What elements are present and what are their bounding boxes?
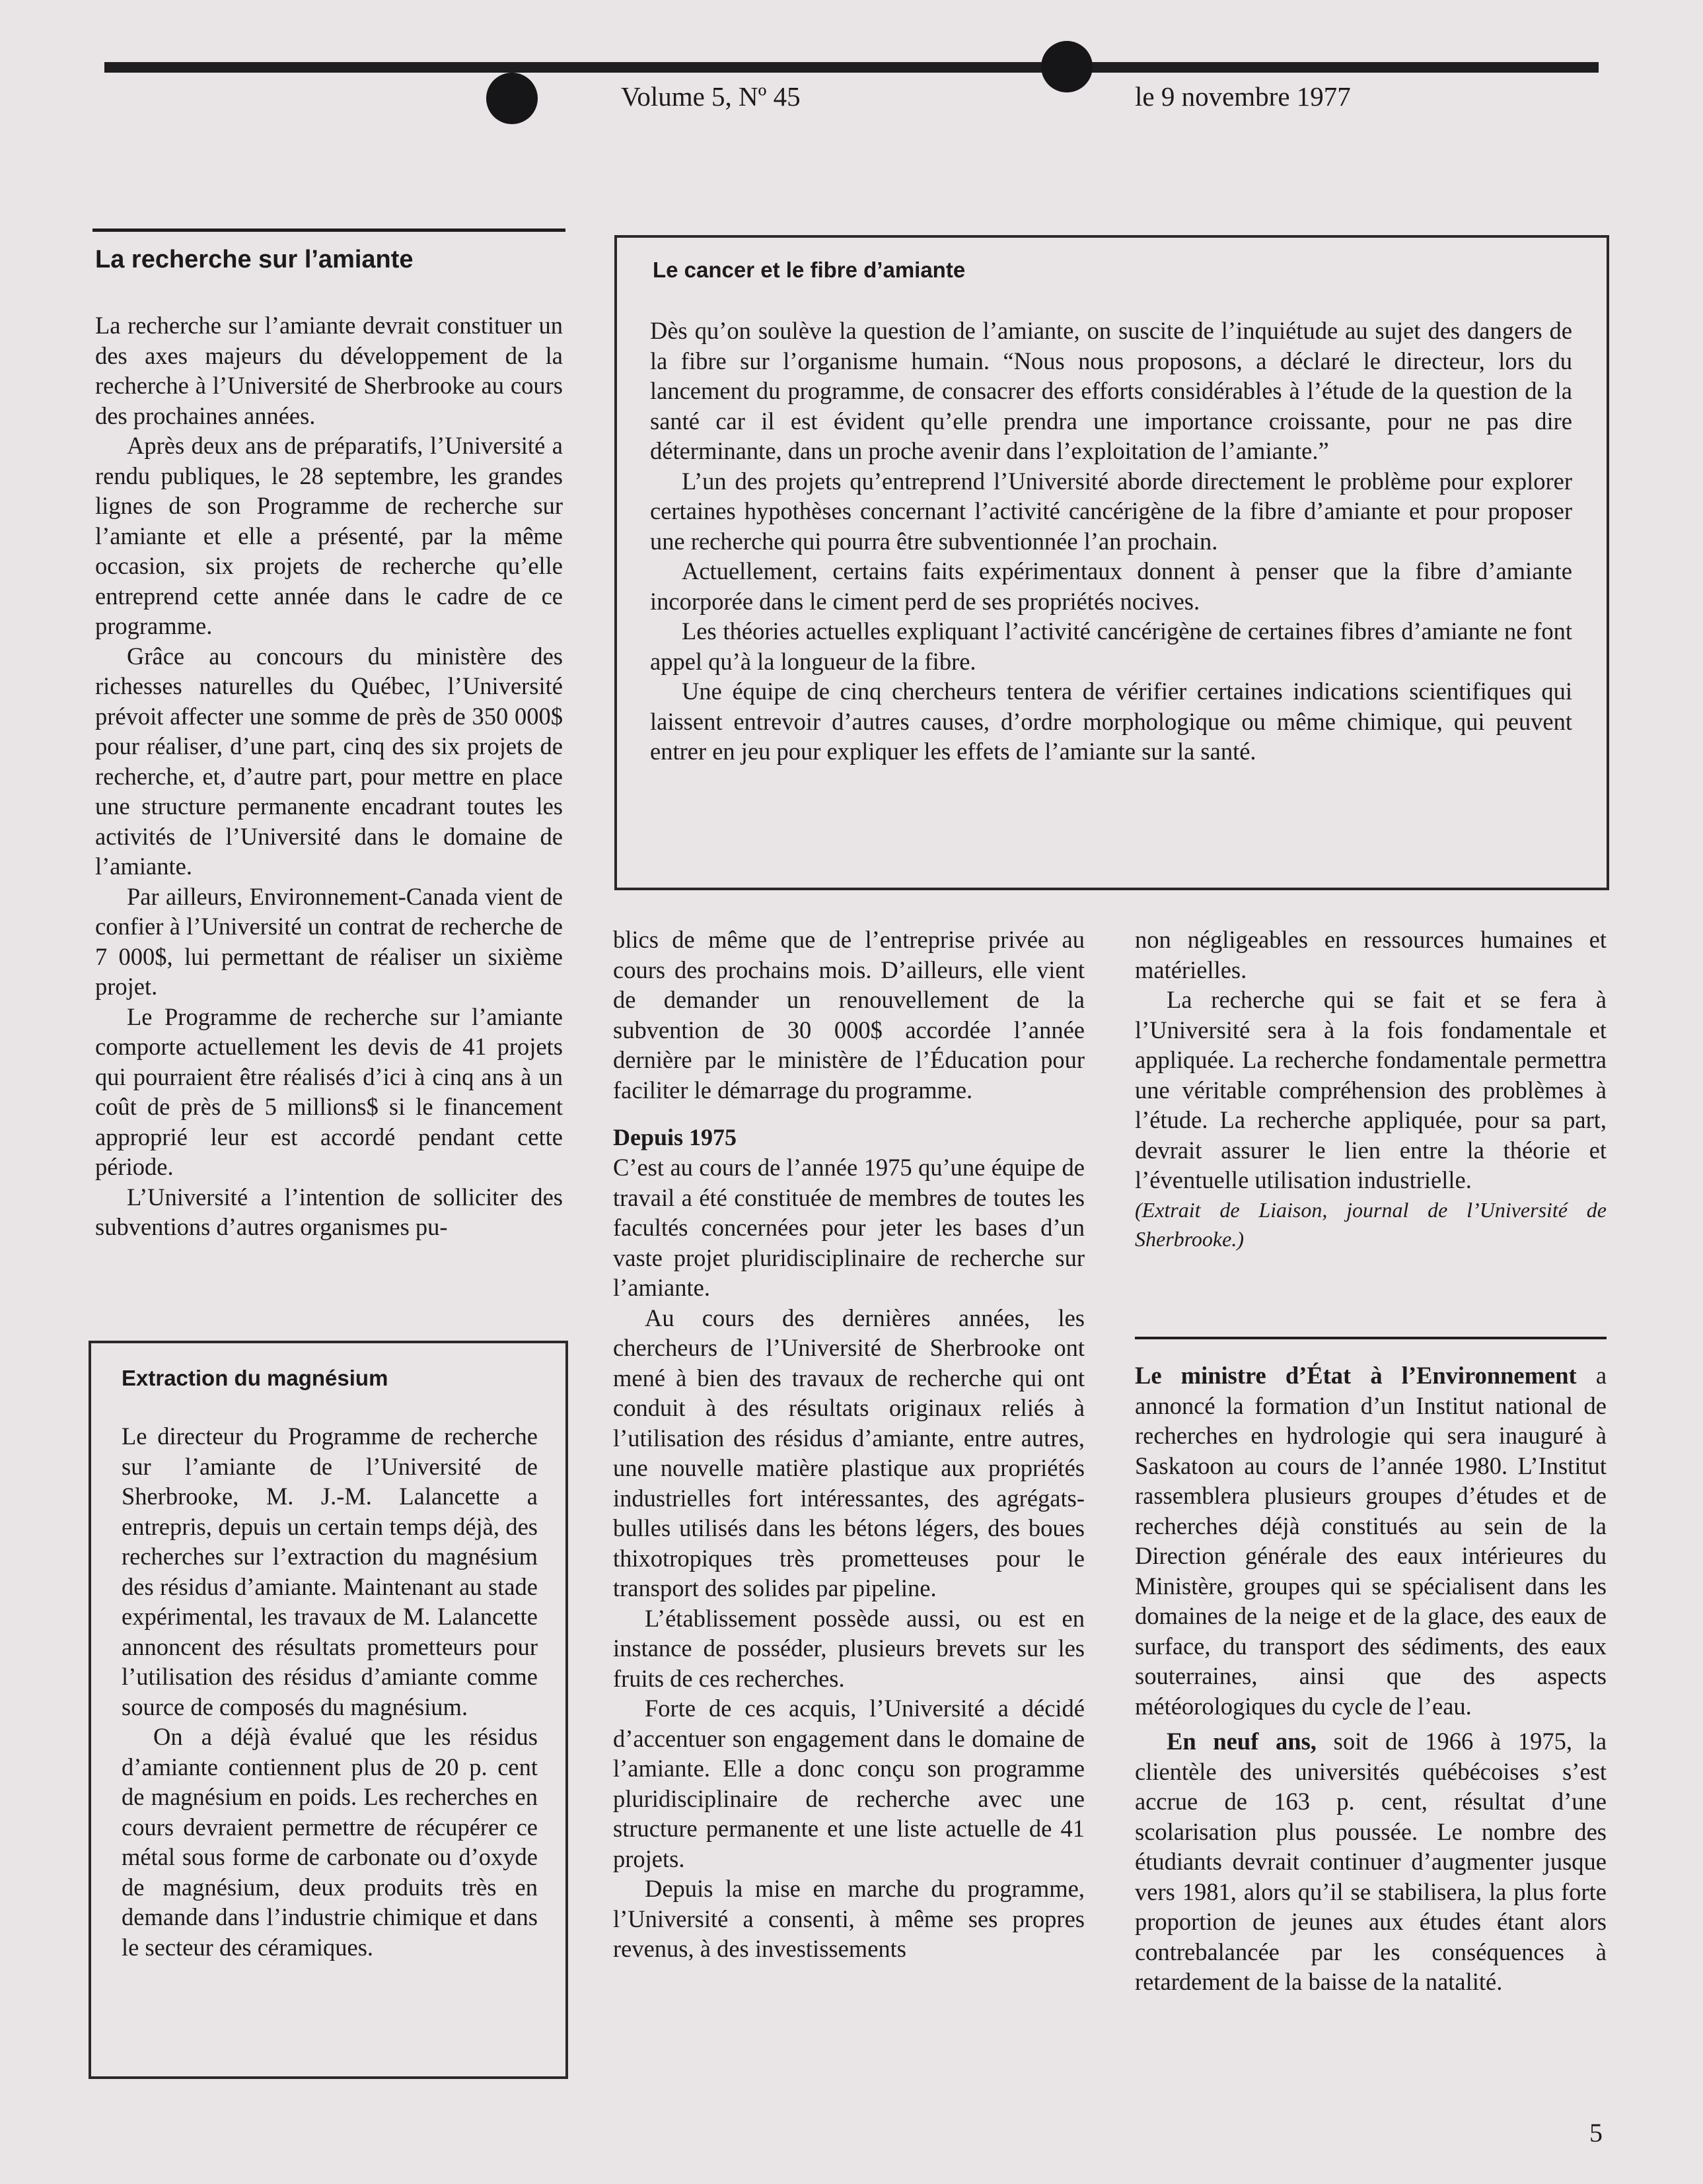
- box-paragraph: Le directeur du Programme de recherche sur l’amiante de l’Université de Sherbrooke, M. J.-M. Lalancette a entrepris, depuis un certain temps déjà, des recherches sur l’extraction du magnésium des résidus d’amiante. Maintenant au stade expérimental, les travaux de M. Lalancette annoncent des résultats prometteurs pour l’utilisation des résidus d’amiante comme source de composés du magnésium.: [122, 1423, 538, 1720]
- article-paragraph: La recherche qui se fait et se fera à l’Université sera à la fois fondamentale et appliquée. La recherche fondamentale permettra une véritable compréhension des problèmes à l’étude. La recherche appliquée, pour sa part, devrait assurer le lien entre la théorie et l’éventuelle utilisation industrielle.: [1135, 986, 1607, 1193]
- header-rule: [104, 62, 1599, 73]
- show-through-text: [89, 173, 108, 246]
- brief-text: soit de 1966 à 1975, la clientèle des universités québécoises s’est accrue de 163 p. cent, résultat d’une scolarisation plus poussée. Le nombre des étudiants devrait continuer d’augmenter jusque vers 1981, alors qu’il se stabilisera, la plus forte proportion de jeunes aux études étant alors contrebalancée par les conséquences à retardement de la baisse de la natalité.: [1135, 1728, 1607, 1995]
- article-paragraph: blics de même que de l’entreprise privée au cours des prochains mois. D’ailleurs, elle vient de demander un renouvellement de la subvention de 30 000$ accordée l’année dernière par le ministère de l’Éducation pour faciliter le démarrage du programme.: [613, 926, 1085, 1104]
- box-body: [650, 316, 1572, 767]
- article-paragraph: L’Université a l’intention de solliciter des subventions d’autres organismes pu-: [95, 1183, 563, 1240]
- article-paragraph: Le Programme de recherche sur l’amiante comporte actuellement les devis de 41 projets qui pourraient être réalisés d’ici à cinq ans à un coût de près de 5 millions$ si le financement approprié leur est accordé pendant cette période.: [95, 1003, 563, 1180]
- article-paragraph: Au cours des dernières années, les chercheurs de l’Université de Sherbrooke ont mené à bien des travaux de recherche qui ont conduit à des résultats originaux reliés à l’utilisation des résidus d’amiante, entre autres, une nouvelle matière plastique aux propriétés industrielles fort intéressantes, des agrégats-bulles utilisés dans les bétons légers, des boues thixotropiques très prometteuses pour le transport des solides par pipeline.: [613, 1304, 1085, 1602]
- article-paragraph: Grâce au concours du ministère des richesses naturelles du Québec, l’Université prévoit affecter une somme de près de 350 000$ pour réaliser, d’une part, cinq des six projets de recherche, et, d’autre part, pour mettre en place une structure permanente encadrant toutes les activités de l’Université dans le domaine de l’amiante.: [95, 642, 563, 880]
- box-paragraph: Une équipe de cinq chercheurs tentera de vérifier certaines indications scientifiques qui laissent entrevoir d’autres causes, d’ordre morphologique ou même chimique, qui peuvent entrer en jeu pour expliquer les effets de l’amiante sur la santé.: [650, 678, 1572, 765]
- article-paragraph: L’établissement possède aussi, ou est en instance de posséder, plusieurs brevets sur les fruits de ces recherches.: [613, 1604, 1085, 1692]
- issue-date: le 9 novembre 1977: [1135, 81, 1351, 112]
- box-title: Extraction du magnésium: [122, 1366, 388, 1390]
- article-column-3: [1135, 925, 1607, 1253]
- box-paragraph: L’un des projets qu’entreprend l’Université aborde directement le problème pour explorer certaines hypothèses concernant l’activité cancérigène de la fibre d’amiante et pour proposer une recherche qui pourra être subventionnée l’an prochain.: [650, 467, 1572, 555]
- brief-lead: En neuf ans,: [1167, 1728, 1317, 1755]
- article-column-1: [95, 310, 563, 1242]
- brief-environnement: [1135, 1360, 1607, 1721]
- issue-number: Volume 5, Nº 45: [621, 81, 801, 112]
- section-rule: [1135, 1337, 1607, 1339]
- box-title: Le cancer et le fibre d’amiante: [653, 258, 966, 282]
- article-paragraph: Depuis la mise en marche du programme, l’Université a consenti, à même ses propres revenus, à des investissements: [613, 1875, 1085, 1962]
- section-rule: [92, 229, 565, 232]
- news-briefs: [1135, 1360, 1607, 1997]
- box-body: [122, 1421, 538, 1962]
- article-paragraph: Après deux ans de préparatifs, l’Université a rendu publiques, le 28 septembre, les grandes lignes de son Programme de recherche sur l’amiante et elle a présenté, par la même occasion, six projets de recherche qu’elle entreprend cette année dans le cadre de ce programme.: [95, 432, 563, 639]
- page-number: 5: [1589, 2118, 1603, 2148]
- header-dot-left: [486, 73, 538, 124]
- article-paragraph: C’est au cours de l’année 1975 qu’une équipe de travail a été constituée de membres de toutes les facultés concernées pour jeter les bases d’un vaste projet pluridisciplinaire de recherche sur l’amiante.: [613, 1154, 1085, 1301]
- article-paragraph: Forte de ces acquis, l’Université a décidé d’accentuer son engagement dans le domaine de l’amiante. Elle a donc conçu son programme pluridisciplinaire de recherche avec une structure permanente et une liste actuelle de 41 projets.: [613, 1695, 1085, 1872]
- source-note: (Extrait de Liaison, journal de l’Université de Sherbrooke.): [1135, 1197, 1607, 1251]
- box-paragraph: Dès qu’on soulève la question de l’amiante, on suscite de l’inquiétude au sujet des dangers de la fibre sur l’organisme humain. “Nous nous proposons, a déclaré le directeur, lors du lancement du programme, de consacrer des efforts considérables à l’étude de la question de la santé car il est évident qu’elle prendra une importance croissante, pour ne pas dire déterminante, dans un proche avenir dans l’exploitation de l’amiante.”: [650, 317, 1572, 464]
- box-paragraph: Les théories actuelles expliquant l’activité cancérigène de certaines fibres d’amiante ne font appel qu’à la longueur de la fibre.: [650, 617, 1572, 675]
- article-paragraph: Par ailleurs, Environnement-Canada vient de confier à l’Université un contrat de recherche de 7 000$, lui permettant de réaliser un sixième projet.: [95, 882, 563, 1000]
- cancer-sidebar-box: [614, 235, 1609, 890]
- article-paragraph: La recherche sur l’amiante devrait constituer un des axes majeurs du développement de la recherche à l’Université de Sherbrooke au cours des prochaines années.: [95, 312, 563, 429]
- article-paragraph: non négligeables en ressources humaines et matérielles.: [1135, 926, 1607, 983]
- magnesium-sidebar-box: [89, 1341, 568, 2079]
- article-title: La recherche sur l’amiante: [95, 246, 414, 273]
- brief-lead: Le ministre d’État à l’Environnement: [1135, 1362, 1577, 1389]
- subheading: Depuis 1975: [613, 1124, 737, 1150]
- box-paragraph: Actuellement, certains faits expérimentaux donnent à penser que la fibre d’amiante incorporée dans le ciment perd de ses propriétés nocives.: [650, 557, 1572, 615]
- brief-text: a annoncé la formation d’un Institut national de recherches en hydrologie qui sera inauguré à Saskatoon au cours de l’année 1980. L’Institut rassemblera plusieurs groupes d’études et de recherches déjà constitués au sein de la Direction générale des eaux intérieures du Ministère, groupes qui se spécialisent dans les domaines de la neige et de la glace, des eaux de surface, du transport des sédiments, des eaux souterraines, ainsi que des aspects météorologiques du cycle de l’eau.: [1135, 1362, 1607, 1720]
- box-paragraph: On a déjà évalué que les résidus d’amiante contiennent plus de 20 p. cent de magnésium en poids. Les recherches en cours devraient permettre de récupérer ce métal sous forme de carbonate ou d’oxyde de magnésium, deux produits très en demande dans l’industrie chimique et dans le secteur des céramiques.: [122, 1723, 538, 1961]
- brief-universites: [1135, 1726, 1607, 1997]
- article-column-2: [613, 925, 1085, 1964]
- header-dot-right: [1041, 41, 1093, 92]
